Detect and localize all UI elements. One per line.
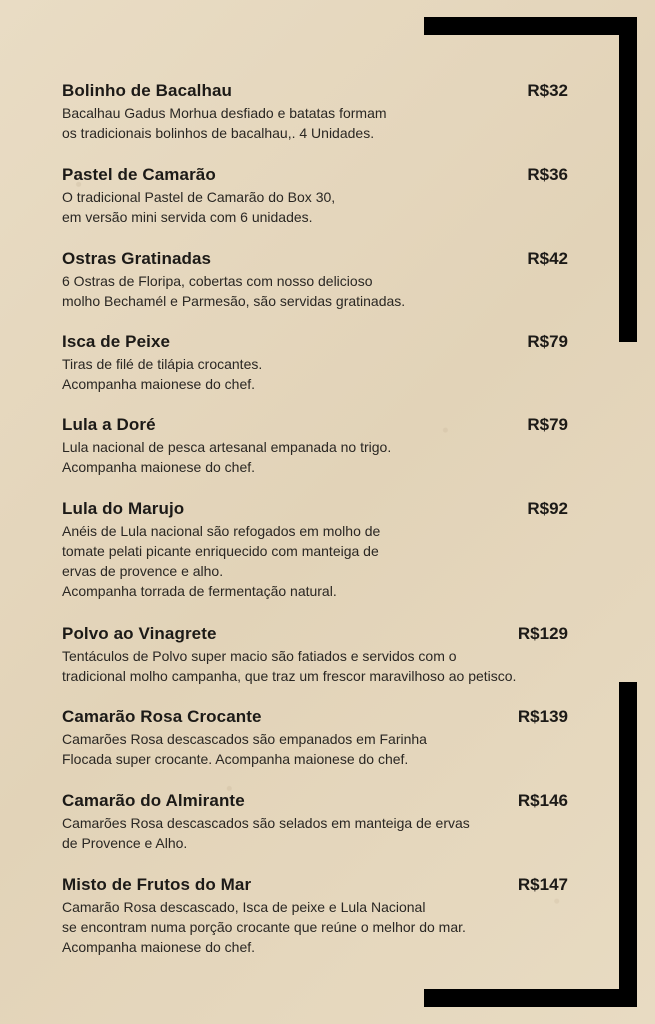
menu-item xyxy=(62,331,568,394)
item-description xyxy=(62,521,568,601)
item-description xyxy=(62,354,568,394)
item-description xyxy=(62,187,568,227)
menu-item xyxy=(62,414,568,477)
description-line: Acompanha maionese do chef. xyxy=(62,939,256,955)
description-line: Tiras de filé de tilápia crocantes. xyxy=(62,356,263,372)
description-line: Anéis de Lula nacional são refogados em molho de xyxy=(62,523,381,539)
item-description xyxy=(62,646,568,686)
item-description xyxy=(62,897,568,957)
description-line: em versão mini servida com 6 unidades. xyxy=(62,209,313,225)
item-price: R$146 xyxy=(517,791,568,810)
frame-bracket-bottom-vertical xyxy=(619,682,637,1007)
item-price: R$32 xyxy=(527,81,568,100)
item-name: Ostras Gratinadas xyxy=(62,249,212,268)
description-line: os tradicionais bolinhos de bacalhau,. 4 Unidades. xyxy=(62,125,375,141)
item-name: Polvo ao Vinagrete xyxy=(62,624,217,643)
frame-bracket-top-vertical xyxy=(619,17,637,342)
item-name: Camarão do Almirante xyxy=(62,791,245,810)
item-name: Camarão Rosa Crocante xyxy=(62,707,262,726)
description-line: Tentáculos de Polvo super macio são fatiados e servidos com o xyxy=(62,648,457,664)
description-line: molho Bechamél e Parmesão, são servidas gratinadas. xyxy=(62,293,406,309)
description-line: de Provence e Alho. xyxy=(62,835,188,851)
item-price: R$36 xyxy=(527,165,568,184)
item-price: R$79 xyxy=(527,415,568,434)
item-description xyxy=(62,729,568,769)
item-description xyxy=(62,103,568,143)
menu-item xyxy=(62,790,568,853)
description-line: tradicional molho campanha, que traz um frescor maravilhoso ao petisco. xyxy=(62,668,517,684)
description-line: Camarão Rosa descascado, Isca de peixe e Lula Nacional xyxy=(62,899,426,915)
item-price: R$147 xyxy=(517,875,568,894)
item-name: Pastel de Camarão xyxy=(62,165,216,184)
description-line: tomate pelati picante enriquecido com manteiga de xyxy=(62,543,379,559)
description-line: Camarões Rosa descascados são empanados em Farinha xyxy=(62,731,427,747)
description-line: Bacalhau Gadus Morhua desfiado e batatas formam xyxy=(62,105,387,121)
description-line: Acompanha torrada de fermentação natural. xyxy=(62,583,337,599)
menu-item xyxy=(62,498,568,601)
menu-item xyxy=(62,248,568,311)
description-line: Flocada super crocante. Acompanha maionese do chef. xyxy=(62,751,409,767)
menu-item xyxy=(62,623,568,686)
description-line: ervas de provence e alho. xyxy=(62,563,224,579)
item-price: R$129 xyxy=(517,624,568,643)
item-name: Bolinho de Bacalhau xyxy=(62,81,233,100)
item-name: Misto de Frutos do Mar xyxy=(62,875,252,894)
description-line: Acompanha maionese do chef. xyxy=(62,376,256,392)
menu-item xyxy=(62,80,568,143)
item-price: R$79 xyxy=(527,332,568,351)
description-line: se encontram numa porção crocante que reúne o melhor do mar. xyxy=(62,919,466,935)
description-line: Lula nacional de pesca artesanal empanada no trigo. xyxy=(62,439,392,455)
item-description xyxy=(62,437,568,477)
description-line: 6 Ostras de Floripa, cobertas com nosso delicioso xyxy=(62,273,373,289)
item-description xyxy=(62,813,568,853)
item-price: R$139 xyxy=(517,707,568,726)
menu-item xyxy=(62,874,568,957)
description-line: Acompanha maionese do chef. xyxy=(62,459,256,475)
description-line: O tradicional Pastel de Camarão do Box 30, xyxy=(62,189,336,205)
item-name: Lula a Doré xyxy=(62,415,156,434)
menu-item xyxy=(62,706,568,769)
item-price: R$92 xyxy=(527,499,568,518)
item-description xyxy=(62,271,568,311)
menu-item xyxy=(62,164,568,227)
description-line: Camarões Rosa descascados são selados em manteiga de ervas xyxy=(62,815,470,831)
item-name: Isca de Peixe xyxy=(62,332,171,351)
item-name: Lula do Marujo xyxy=(62,499,185,518)
menu-list xyxy=(62,0,568,1024)
item-price: R$42 xyxy=(527,249,568,268)
